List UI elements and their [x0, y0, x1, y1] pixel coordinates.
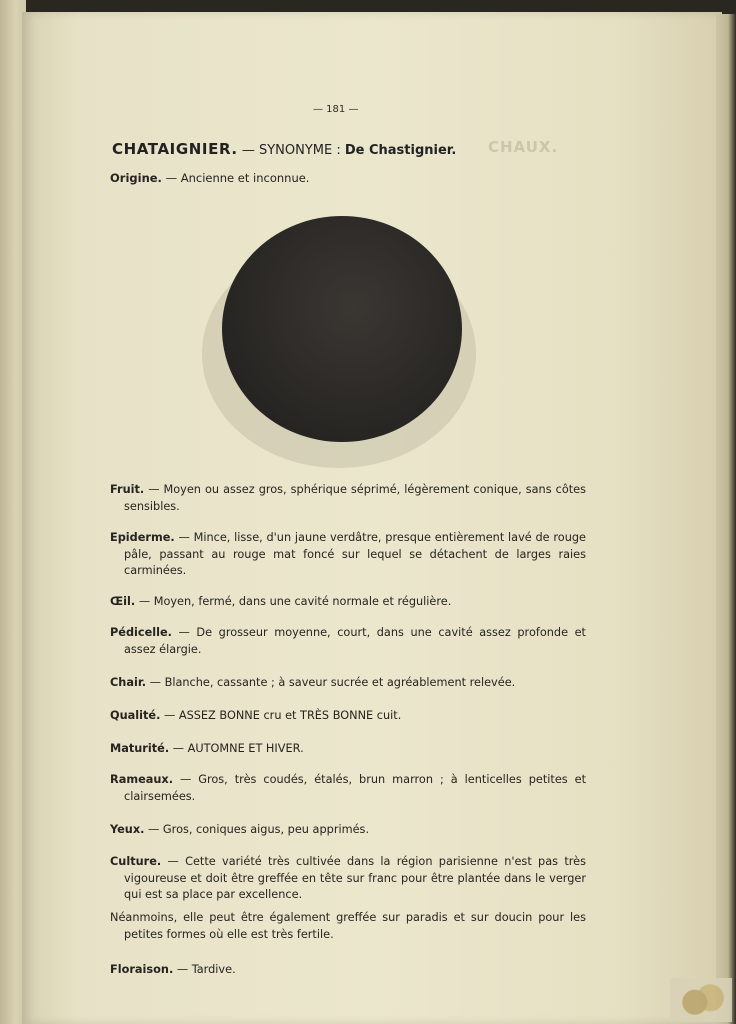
entry-epiderme	[110, 530, 586, 580]
entry-floraison	[110, 962, 586, 979]
entry-yeux	[110, 822, 586, 839]
entry-oeil	[110, 594, 586, 611]
synonym-value: De Chastignier.	[344, 143, 457, 158]
entry-text: — Blanche, cassante ; à saveur sucrée et agréablement relevée.	[146, 676, 516, 689]
entry-text: — Moyen ou assez gros, sphérique séprimé, légèrement conique, sans côtes sensibles.	[124, 483, 586, 513]
origin-text: — Ancienne et inconnue.	[161, 171, 310, 185]
entry-text: — De grosseur moyenne, court, dans une cavité assez profonde et assez élargie.	[124, 626, 586, 656]
entry-maturite	[110, 741, 586, 758]
origin-line	[110, 171, 309, 185]
entry-text: — AUTOMNE ET HIVER.	[169, 742, 304, 755]
right-page-edge	[716, 14, 736, 1024]
entry-label: Qualité.	[110, 709, 161, 722]
entry-label: Fruit.	[110, 483, 145, 496]
entry-text: — Cette variété très cultivée dans la région parisienne n'est pas très vigoureuse et doit être greffée en tête sur franc pour être plantée dans le verger qui est sa place par excellence.	[124, 855, 586, 901]
entry-text: — Tardive.	[173, 963, 236, 976]
fruit-illustration	[222, 216, 462, 442]
entry-label: Chair.	[110, 676, 147, 689]
entry-text: — Moyen, fermé, dans une cavité normale et régulière.	[135, 595, 452, 608]
synonym-label: — SYNONYME :	[237, 143, 345, 158]
entry-label: Culture.	[110, 855, 162, 868]
entry-text: — ASSEZ BONNE cru et TRÈS BONNE cuit.	[160, 709, 402, 722]
entry-qualite	[110, 708, 586, 725]
entry-label: Pédicelle.	[110, 626, 172, 639]
entry-label: Yeux.	[110, 823, 145, 836]
entry-label: Œil.	[110, 595, 136, 608]
entry-text: Néanmoins, elle peut être également greffée sur paradis et sur doucin pour les petites formes où elle est très fertile.	[110, 911, 586, 941]
bleed-through-title: CHAUX.	[488, 138, 559, 156]
entry-culture-note	[110, 910, 586, 943]
variety-name: CHATAIGNIER.	[112, 140, 238, 158]
entry-text: — Gros, coniques aigus, peu apprimés.	[144, 823, 370, 836]
page-title	[112, 140, 456, 158]
entry-label: Epiderme.	[110, 531, 175, 544]
page-number: — 181 —	[313, 104, 359, 115]
entry-text: — Mince, lisse, d'un jaune verdâtre, presque entièrement lavé de rouge pâle, passant au rouge mat foncé sur lequel se détachent de larges raies carminées.	[124, 531, 586, 577]
entry-culture	[110, 854, 586, 904]
origin-label: Origine.	[110, 171, 162, 185]
corner-thumbnail	[670, 978, 732, 1022]
entry-text: — Gros, très coudés, étalés, brun marron ; à lenticelles petites et clairsemées.	[124, 773, 586, 803]
entry-pedicelle	[110, 625, 586, 658]
entry-chair	[110, 675, 586, 692]
entry-fruit	[110, 482, 586, 515]
entry-label: Maturité.	[110, 742, 170, 755]
entry-label: Rameaux.	[110, 773, 173, 786]
entry-rameaux	[110, 772, 586, 805]
entry-label: Floraison.	[110, 963, 174, 976]
